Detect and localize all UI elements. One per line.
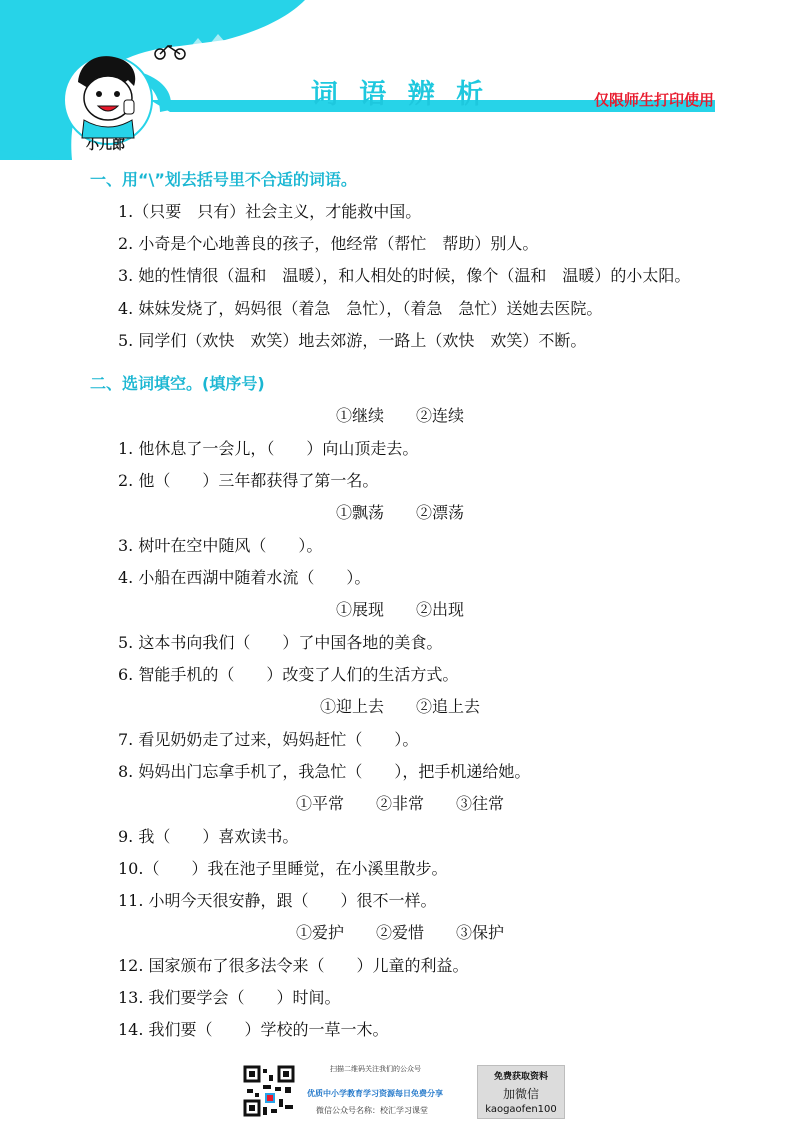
wechat-promo-badge xyxy=(477,1065,565,1119)
section-1-title: 一、用“\”划去括号里不合适的词语。 xyxy=(90,170,357,189)
section-2-item: 5. 这本书向我们（ ）了中国各地的美食。 xyxy=(118,633,443,652)
word-options: ①爱护 ②爱惜 ③保护 xyxy=(295,923,504,942)
page-title: 词 语 辨 析 xyxy=(310,79,490,110)
section-1-item: 5. 同学们（欢快 欢笑）地去郊游，一路上（欢快 欢笑）不断。 xyxy=(118,331,587,350)
section-1-item: 3. 她的性情很（温和 温暖），和人相处的时候，像个（温和 温暖）的小太阳。 xyxy=(118,266,691,285)
scan-hint: 扫描二维码关注我们的公众号 xyxy=(330,1065,421,1073)
word-options: ①平常 ②非常 ③往常 xyxy=(295,794,504,813)
section-2-item: 13. 我们要学会（ ）时间。 xyxy=(118,988,341,1007)
word-options: ①迎上去 ②追上去 xyxy=(319,697,480,716)
promo-id: kaogaofen100 xyxy=(485,1104,557,1115)
section-2-item: 1. 他休息了一会儿，（ ）向山顶走去。 xyxy=(118,439,419,458)
word-options: ①飘荡 ②漂荡 xyxy=(335,503,464,522)
section-1-item: 4. 妹妹发烧了，妈妈很（着急 急忙），（着急 急忙）送她去医院。 xyxy=(118,299,603,318)
section-1-item: 1.（只要 只有）社会主义，才能救中国。 xyxy=(118,202,422,221)
section-1-item: 2. 小奇是个心地善良的孩子，他经常（帮忙 帮助）别人。 xyxy=(118,234,539,253)
section-2-item: 2. 他（ ）三年都获得了第一名。 xyxy=(118,471,379,490)
qr-code-icon xyxy=(243,1065,295,1117)
account-line: 微信公众号名称：校汇学习课堂 xyxy=(316,1106,428,1115)
section-2-item: 12. 国家颁布了很多法令来（ ）儿童的利益。 xyxy=(118,956,469,975)
promo-action: 加微信 xyxy=(502,1087,539,1101)
section-2-item: 9. 我（ ）喜欢读书。 xyxy=(118,827,299,846)
section-2-item: 3. 树叶在空中随风（ ）。 xyxy=(118,536,323,555)
section-2-item: 7. 看见奶奶走了过来，妈妈赶忙（ ）。 xyxy=(118,730,419,749)
word-options: ①展现 ②出现 xyxy=(335,600,464,619)
section-2-item: 6. 智能手机的（ ）改变了人们的生活方式。 xyxy=(118,665,459,684)
print-restriction-notice: 仅限师生打印使用 xyxy=(593,91,714,109)
promo-title: 免费获取资料 xyxy=(493,1072,548,1082)
section-2-item: 10.（ ）我在池子里睡觉，在小溪里散步。 xyxy=(118,859,448,878)
section-2-item: 11. 小明今天很安静，跟（ ）很不一样。 xyxy=(118,891,437,910)
word-options: ①继续 ②连续 xyxy=(335,406,464,425)
section-2-item: 4. 小船在西湖中随着水流（ ）。 xyxy=(118,568,371,587)
share-line: 优质中小学教育学习资源每日免费分享 xyxy=(307,1089,443,1098)
section-2-title: 二、选词填空。(填序号) xyxy=(90,374,265,393)
section-2-item: 14. 我们要（ ）学校的一草一木。 xyxy=(118,1020,389,1039)
section-2-item: 8. 妈妈出门忘拿手机了，我急忙（ ），把手机递给她。 xyxy=(118,762,531,781)
logo-label: 小儿郎 xyxy=(86,138,126,153)
